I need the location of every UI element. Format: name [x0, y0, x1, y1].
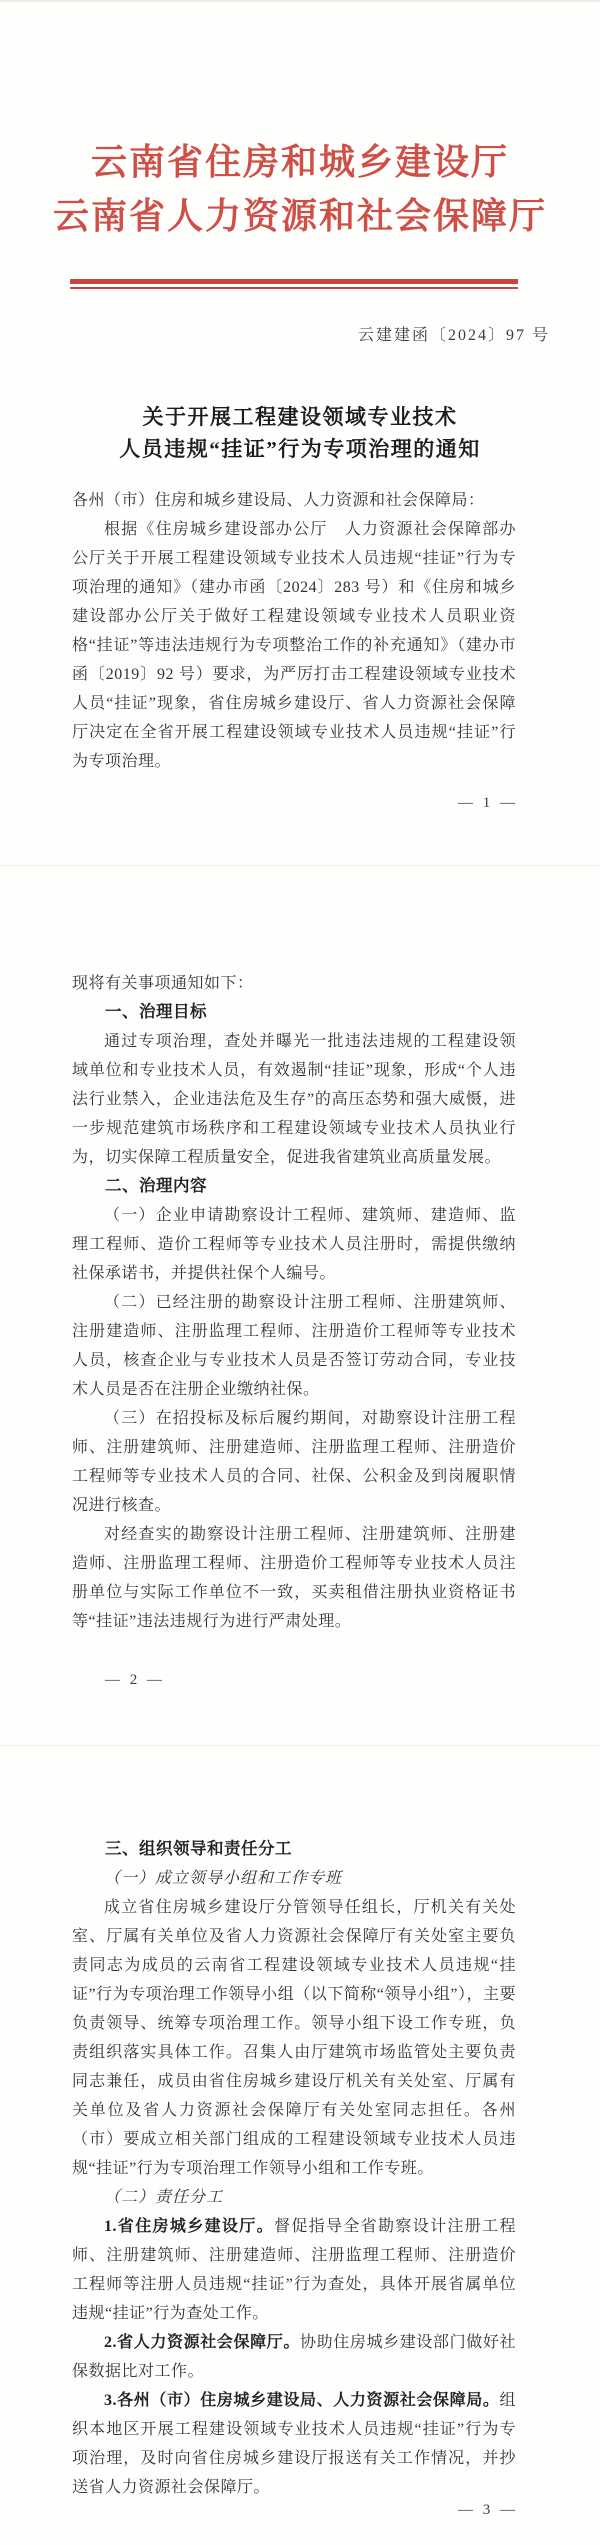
handling-paragraph: 对经查实的勘察设计注册工程师、注册建筑师、注册建造师、注册监理工程师、注册造价工程师等专业技术人员注册单位与实际工作单位不一致，买卖租借注册执业资格证书等“挂证”违法违规行为进行严肃处理。	[72, 1526, 516, 1630]
leading-group-paragraph: 成立省住房城乡建设厅分管领导任组长，厅机关有关处室、厅属有关单位及省人力资源社会保障厅有关处室主要负责同志为成员的云南省工程建设领域专业技术人员违规“挂证”行为专项治理工作领导小组（以下简称“领导小组”），主要负责领导、统筹专项治理工作。领导小组下设工作专班，负责组织落实具体工作。召集人由厅建筑市场监管处主要负责同志兼任，成员由省住房城乡建设厅机关有关处室、厅属有关单位及省人力资源社会保障厅有关处室同志担任。各州（市）要成立相关部门组成的工程建设领域专业技术人员违规“挂证”行为专项治理工作领导小组和工作专班。	[72, 1899, 516, 2177]
responsibility-item-2-lead: 2.省人力资源社会保障厅。	[104, 2334, 300, 2351]
red-header-divider	[70, 279, 518, 289]
page-number-3: — 3 —	[458, 2502, 518, 2518]
document-reference-number: 云建建函〔2024〕97 号	[357, 327, 550, 344]
subsection-heading-1: （一）成立领导小组和工作专班	[104, 1870, 343, 1887]
content-item-3: （三）在招投标及标后履约期间，对勘察设计注册工程师、注册建筑师、注册建造师、注册监理工程师、注册造价工程师等专业技术人员的合同、社保、公积金及到岗履职情况进行核查。	[72, 1410, 516, 1514]
document-page-2	[0, 865, 600, 1746]
responsibility-item-3-text: 组织本地区开展工程建设领域专业技术人员违规“挂证”行为专项治理，及时向省住房城乡建设厅报送有关工作情况，并抄送省人力资源社会保障厅。	[72, 2392, 516, 2496]
responsibility-item-1-text: 督促指导全省勘察设计注册工程师、注册建筑师、注册建造师、注册监理工程师、注册造价工程师等注册人员违规“挂证”行为查处，具体开展省属单位违规“挂证”行为查处工作。	[72, 2218, 516, 2322]
subsection-heading-2: （二）责任分工	[104, 2189, 224, 2206]
salutation-line: 各州（市）住房和城乡建设局、人力资源和社会保障局：	[72, 492, 485, 509]
page-number-2: — 2 —	[105, 1672, 165, 1688]
responsibility-item-1-lead: 1.省住房城乡建设厅。	[104, 2218, 274, 2235]
responsibility-item-3-lead: 3.各州（市）住房城乡建设局、人力资源社会保障局。	[104, 2392, 500, 2409]
document-title-line-1: 关于开展工程建设领域专业技术	[142, 405, 458, 429]
content-item-2: （二）已经注册的勘察设计注册工程师、注册建筑师、注册建造师、注册监理工程师、注册造价工程师等专业技术人员，核查企业与专业技术人员是否签订劳动合同，专业技术人员是否在注册企业缴纳社保。	[72, 1294, 516, 1398]
responsibility-item-2	[72, 2328, 516, 2386]
intro-line: 现将有关事项通知如下：	[72, 975, 254, 992]
page-number-1: — 1 —	[458, 795, 518, 811]
issuing-org-line-2: 云南省人力资源和社会保障厅	[52, 196, 547, 236]
page-1-body	[72, 486, 516, 776]
document-page-3	[0, 1745, 600, 2545]
document-page-1	[0, 0, 600, 865]
content-item-1: （一）企业申请勘察设计工程师、建筑师、建造师、监理工程师、造价工程师等专业技术人员注册时，需提供缴纳社保承诺书，并提供社保个人编号。	[72, 1207, 516, 1282]
responsibility-item-3	[72, 2386, 516, 2502]
basis-paragraph: 根据《住房城乡建设部办公厅 人力资源社会保障部办公厅关于开展工程建设领域专业技术人员违规“挂证”行为专项治理的通知》（建办市函〔2024〕283 号）和《住房和城乡建设部办公厅关于做好工程建设领域专业技术人员职业资格“挂证”等违法违规行为专项整治工作的补充通知》（建办市函〔2019〕92 号）要求，为严厉打击工程建设领域专业技术人员“挂证”现象，省住房城乡建设厅、省人力资源社会保障厅决定在全省开展工程建设领域专业技术人员违规“挂证”行为专项治理。	[72, 521, 516, 770]
page-3-body	[72, 1835, 516, 2502]
issuing-org-line-1: 云南省住房和城乡建设厅	[90, 142, 509, 182]
page-2-body	[72, 969, 516, 1636]
section-heading-1: 一、治理目标	[105, 1003, 207, 1021]
section-heading-2: 二、治理内容	[105, 1177, 207, 1195]
section-heading-3: 三、组织领导和责任分工	[105, 1840, 292, 1858]
responsibility-item-1	[72, 2212, 516, 2328]
goal-paragraph: 通过专项治理，查处并曝光一批违法违规的工程建设领域单位和专业技术人员，有效遏制“挂证”现象，形成“个人违法行业禁入，企业违法危及生存”的高压态势和强大威慑，进一步规范建筑市场秩序和工程建设领域专业技术人员执业行为，切实保障工程质量安全，促进我省建筑业高质量发展。	[72, 1033, 516, 1166]
document-title-line-2: 人员违规“挂证”行为专项治理的通知	[119, 437, 481, 461]
responsibility-item-2-text: 协助住房城乡建设部门做好社保数据比对工作。	[72, 2334, 516, 2380]
